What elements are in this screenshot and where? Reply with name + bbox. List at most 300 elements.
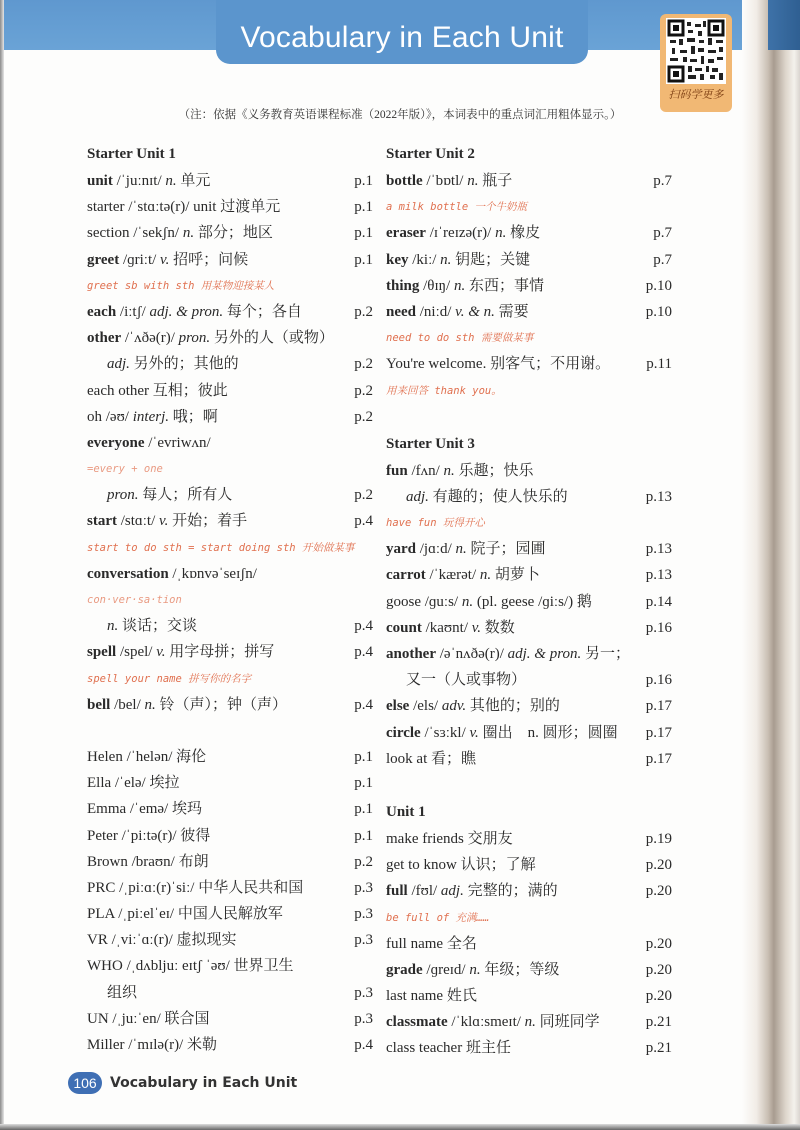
part-of-speech: n. [440,251,452,268]
unit-1-list [386,826,672,1062]
part-of-speech: v. [159,513,169,530]
handwritten-note: start to do sth = start doing sth 开始做某事 [87,541,355,554]
phonetic: /spel/ [116,644,157,661]
headword: last name [386,988,444,1005]
entry-text [87,404,218,430]
page-ref: p.1 [354,199,373,216]
vocab-entry [87,823,373,849]
phonetic: /kaʊnt/ [421,619,472,636]
page-ref: p.1 [354,251,373,268]
phonetic: /braʊn/ 布朗 [127,853,209,870]
part-of-speech: n. [455,541,467,558]
entry-text [386,351,610,377]
headword: You're welcome. [386,356,487,373]
vocab-entry [386,220,672,246]
names-list [87,744,373,1058]
phonetic: /ˈkærət/ [425,567,480,584]
definition: 哦；啊 [168,408,218,425]
headword: goose [386,593,421,610]
phonetic: /ɡuːs/ [421,593,462,610]
phonetic: /ɡriːt/ [119,251,161,268]
page-ref: p.2 [354,853,373,870]
definition: 年级；等级 [480,961,560,978]
headword: each other [87,382,150,399]
headword: UN [87,1010,109,1027]
part-of-speech: adj. [440,883,464,900]
entry-text [87,953,294,979]
entry-text [87,692,287,718]
phonetic: 看；瞧 [427,750,477,767]
page-ref: p.1 [354,225,373,242]
headword: look at [386,750,428,767]
headword: unit [87,173,113,189]
page-ref: p.2 [354,382,373,399]
entry-text [386,589,592,615]
entry-text [87,1032,217,1058]
page-ref: p.17 [645,698,672,715]
page-ref: p.20 [645,961,672,978]
phonetic: /ˈjuːnɪt/ [112,173,166,189]
phonetic: 互相；彼此 [149,382,228,399]
headword: conversation [87,565,169,582]
entry-text [87,796,202,822]
vocab-entry [87,639,373,665]
entry-text [87,927,237,953]
part-of-speech: n. [469,961,481,978]
headword: grade [386,961,423,978]
phonetic: /ˈbɒtl/ [422,173,468,189]
handwritten-note: need to do sth 需要做某事 [386,332,534,345]
vocab-entry [386,615,672,641]
phonetic: /ˈelə/ 埃拉 [111,775,180,792]
entry-text [87,639,274,665]
entry-text [87,849,209,875]
definition: 瓶子 [478,173,513,189]
unit-heading: Unit 1 [386,803,426,820]
headword: starter [87,199,125,216]
vocab-entry [386,852,672,878]
vocab-entry [386,746,672,772]
headword: eraser [386,225,426,242]
phonetic: /ˌpiːɑː(r)ˈsiː/ 中华人民共和国 [115,879,304,896]
headword: Miller [87,1037,125,1053]
page-ref: p.4 [354,513,373,530]
entry-text [87,168,210,194]
definition: 有趣的；使人快乐的 [428,488,568,505]
part-of-speech: n. [144,696,156,713]
definition: (pl. geese /ɡiːs/) 鹅 [473,593,592,610]
section-gap [87,718,373,744]
entry-text [87,875,303,901]
phonetic: 姓氏 [443,988,477,1005]
entry-text [386,878,558,904]
phonetic: /els/ [409,698,442,715]
phonetic: /ˌdʌbljuː eɪtʃ ˈəʊ/ 世界卫生 [122,958,294,975]
entry-text [386,536,546,562]
phonetic: /əʊ/ [102,408,133,425]
entry-text [87,770,179,796]
vocab-entry [386,641,672,667]
page-title: Vocabulary in Each Unit [240,21,564,54]
vocab-entry [87,561,373,587]
entry-text [87,980,137,1006]
entry-text [87,430,211,456]
phonetic: /əˈnʌðə(r)/ [436,646,508,662]
vocab-entry [87,299,373,325]
vocab-entry [87,351,373,377]
definition: 单元 [176,173,211,189]
phonetic: /ˌjuːˈen/ 联合国 [108,1010,210,1027]
phonetic: /jɑːd/ [416,541,456,558]
vocab-entry [87,194,373,220]
vocab-entry [386,299,672,325]
part-of-speech: adj. & pron. [507,646,582,662]
page-ref: p.4 [354,644,373,661]
page-ref: p.20 [645,857,672,874]
headword: else [386,698,410,715]
entry-text [386,299,529,325]
page-bottom-edge [0,1124,800,1130]
page-ref: p.11 [646,356,672,373]
page-ref: p.21 [645,1040,672,1057]
part-of-speech: v. [156,644,166,661]
definition: 部分；地区 [194,225,273,242]
page-ref: p.4 [354,618,373,635]
definition: 钥匙；关键 [451,251,531,268]
headword: get to know [386,857,457,874]
definition: 同班同学 [535,1014,600,1031]
vocab-entry [386,273,672,299]
footer-title: Vocabulary in Each Unit [110,1075,298,1091]
section-gap [386,404,672,430]
headword: Ella [87,775,112,792]
phonetic: 认识；了解 [456,857,536,874]
vocab-entry [87,744,373,770]
definition: 另外的人（或物） [210,330,334,347]
definition: 院子；园圃 [466,541,546,558]
vocab-entry [386,168,672,194]
part-of-speech: n. [107,618,119,635]
entry-text [87,220,273,246]
vocab-entry [386,589,672,615]
part-of-speech: pron. [107,487,139,504]
vocab-entry [386,931,672,957]
vocab-entry [87,168,373,194]
phonetic: /ˈevriwʌn/ [144,434,211,451]
entry-text [386,168,512,194]
page-ref: p.13 [645,488,672,505]
page-ref: p.7 [653,225,672,242]
entry-text [386,693,560,719]
vocab-entry [386,720,672,746]
vocab-entry [87,927,373,953]
phonetic: /ˈemə/ 埃玛 [126,801,202,818]
entry-text [386,641,630,667]
section-gap [386,772,672,798]
part-of-speech: n. [453,277,466,294]
qr-label: 扫码学更多 [668,88,724,101]
entry-text [87,351,239,377]
phonetic: /bel/ [110,696,145,713]
handwritten-note: 用来回答 thank you。 [386,384,502,397]
phonetic: /ˈpiːtə(r)/ 彼得 [117,827,211,844]
vocab-entry [87,875,373,901]
phonetic: /ˈsɜːkl/ [420,724,470,741]
vocab-entry [87,325,373,351]
page-edge [0,0,4,1130]
page-ref: p.14 [645,593,672,610]
phonetic: /ɡreɪd/ [422,961,470,978]
vocab-entry [87,220,373,246]
vocab-entry [87,692,373,718]
vocab-entry [386,562,672,588]
page-ref: p.2 [354,303,373,320]
entry-text [87,325,334,351]
definition: 每个；各自 [223,303,302,320]
vocab-entry [386,247,672,273]
page-ref: p.10 [645,303,672,320]
page-ref: p.1 [354,173,373,189]
definition: 铃（声）；钟（声） [155,696,288,713]
definition: 组织 [107,984,138,1001]
part-of-speech: v. [471,619,482,636]
page-ref: p.20 [645,988,672,1005]
headword: yard [386,541,416,558]
vocab-entry [386,983,672,1009]
entry-text [386,720,618,746]
page-ref: p.19 [645,830,672,847]
page-ref: p.2 [354,408,373,425]
definition: 胡萝卜 [491,567,540,584]
page-ref: p.2 [354,356,373,373]
headword: key [386,251,409,268]
phonetic: /ˈʌðə(r)/ [121,330,179,347]
page-ref: p.2 [354,487,373,504]
phonetic: /niːd/ [416,303,456,320]
entry-text [386,957,559,983]
definition: 开始；着手 [168,513,248,530]
part-of-speech: v. [160,251,170,268]
headword: start [87,513,117,530]
definition: 需要 [494,303,529,320]
page-ref: p.16 [645,672,672,689]
headword: classmate [386,1014,448,1031]
part-of-speech: n. [467,173,479,189]
headword: PLA [87,906,115,923]
phonetic: /ˌpiːelˈeɪ/ 中国人民解放军 [114,906,283,923]
definition: 另一； [581,646,631,662]
entry-text [87,194,280,220]
definition: 数数 [481,619,515,636]
phonetic: 全名 [443,935,477,952]
phonetic: /ˈhelən/ 海伦 [122,748,207,765]
headword: full [386,883,408,900]
entry-text [87,482,232,508]
entry-text [87,508,247,534]
entry-text [386,852,536,878]
starter-unit-1-list [87,168,373,718]
page-ref: p.7 [653,173,672,189]
phonetic: /θɪŋ/ [419,277,454,294]
phonetic: /ˈklɑːsmeɪt/ [447,1014,525,1031]
entry-text [386,983,477,1009]
page-ref: p.10 [645,277,672,294]
part-of-speech: n. [461,593,474,610]
headword: circle [386,724,421,741]
page-ref: p.3 [354,906,373,923]
vocab-entry [386,878,672,904]
part-of-speech: pron. [178,330,211,347]
phonetic: /ˈsekʃn/ [129,225,183,242]
vocab-entry [87,796,373,822]
headword: section [87,225,130,242]
page-ref: p.3 [354,1010,373,1027]
vocab-entry [87,1006,373,1032]
entry-text [386,273,544,299]
headword: class teacher [386,1040,463,1057]
vocab-entry [386,484,672,510]
part-of-speech: n. [479,567,492,584]
phonetic: /ˈmɪlə(r)/ 米勒 [124,1037,217,1053]
part-of-speech: n. [524,1014,536,1031]
definition: 圈出 n. 圆形；圆圈 [478,724,618,741]
headword: another [386,646,436,662]
entry-text [386,931,477,957]
entry-text [87,378,228,404]
book-spine [742,0,800,1130]
headword: VR [87,932,108,949]
page-ref: p.1 [354,801,373,818]
page-ref: p.3 [354,984,373,1001]
entry-text [386,615,515,641]
vocab-entry [87,849,373,875]
handwritten-note: con·ver·sa·tion [87,594,182,606]
page-ref: p.4 [354,696,373,713]
entry-text [87,1006,210,1032]
starter-unit-2-list [386,168,672,404]
phonetic: /stɑːt/ [117,513,160,530]
vocab-entry [87,770,373,796]
vocab-entry [87,613,373,639]
phonetic: /fʊl/ [407,883,441,900]
page-ref: p.1 [354,827,373,844]
handwritten-note: have fun 玩得开心 [386,517,485,530]
vocab-entry [87,980,373,1006]
phonetic: 别客气；不用谢。 [486,356,611,373]
definition: 其他的；别的 [466,698,560,715]
headword: each [87,303,117,320]
unit-heading: Starter Unit 1 [87,146,176,162]
page-ref: p.17 [645,724,672,741]
page-ref: p.13 [645,541,672,558]
page-title-tab [216,0,588,64]
part-of-speech: n. [182,225,195,242]
part-of-speech: adv. [441,698,467,715]
page-ref: p.13 [645,567,672,584]
definition: 用字母拼；拼写 [165,644,275,661]
entry-text [386,484,568,510]
vocab-entry [386,458,672,484]
entry-text [87,901,283,927]
handwritten-note: a milk bottle 一个牛奶瓶 [386,201,528,214]
page-ref: p.17 [645,750,672,767]
definition: 另外的；其他的 [129,356,239,373]
headword: Emma [87,801,127,818]
definition: 完整的；满的 [463,883,558,900]
right-column [386,140,672,1062]
entry-text [386,562,540,588]
entry-text [386,247,530,273]
page-ref: p.16 [645,619,672,636]
part-of-speech: adj. & pron. [149,303,224,320]
vocab-entry [386,351,672,377]
part-of-speech: adj. [406,488,429,505]
headword: thing [386,277,420,294]
entry-text [386,458,534,484]
page-ref: p.4 [354,1037,373,1053]
phonetic: 交朋友 [463,830,513,847]
vocab-entry [386,667,672,693]
entry-text [386,220,540,246]
page-ref: p.1 [354,775,373,792]
headword: need [386,303,416,320]
headword: Helen [87,748,123,765]
headword: full name [386,935,444,952]
page-ref: p.20 [645,935,672,952]
headword: count [386,619,422,636]
page-ref: p.21 [645,1014,672,1031]
starter-unit-3-list [386,458,672,772]
definition: 乐趣；快乐 [454,462,534,479]
vocab-entry [87,953,373,979]
qr-code-badge[interactable] [660,14,732,112]
definition: 橡皮 [506,225,541,242]
book-spine-top [768,0,800,50]
vocab-entry [87,378,373,404]
entry-text [87,299,302,325]
vocab-entry [386,1009,672,1035]
part-of-speech: v. & n. [455,303,495,320]
phonetic: /ˌkɒnvəˈseɪʃn/ [168,565,257,582]
vocab-entry [386,693,672,719]
phonetic: /iːtʃ/ [116,303,150,320]
entry-text [87,247,248,273]
part-of-speech: n. [443,462,455,479]
handwritten-note: =every + one [87,463,163,476]
page-ref: p.7 [653,251,672,268]
headword: carrot [386,567,426,584]
definition: 东西；事情 [465,277,544,294]
part-of-speech: n. [495,225,507,242]
definition: 招呼；问候 [169,251,249,268]
headword: fun [386,462,408,479]
vocab-entry [386,957,672,983]
part-of-speech: n. [165,173,177,189]
vocab-entry [87,247,373,273]
headword: greet [87,251,120,268]
headword: spell [87,644,117,661]
handwritten-note: be full of 充满…… [386,911,490,924]
phonetic: /ɪˈreɪzə(r)/ [425,225,496,242]
part-of-speech: interj. [132,408,169,425]
unit-heading: Starter Unit 2 [386,146,475,162]
definition: 又一（人或事物） [406,672,527,689]
headword: Peter [87,827,118,844]
page-ref: p.20 [645,883,672,900]
page-number-badge: 106 [68,1072,102,1094]
left-column [87,140,373,1058]
headword: bottle [386,173,423,189]
